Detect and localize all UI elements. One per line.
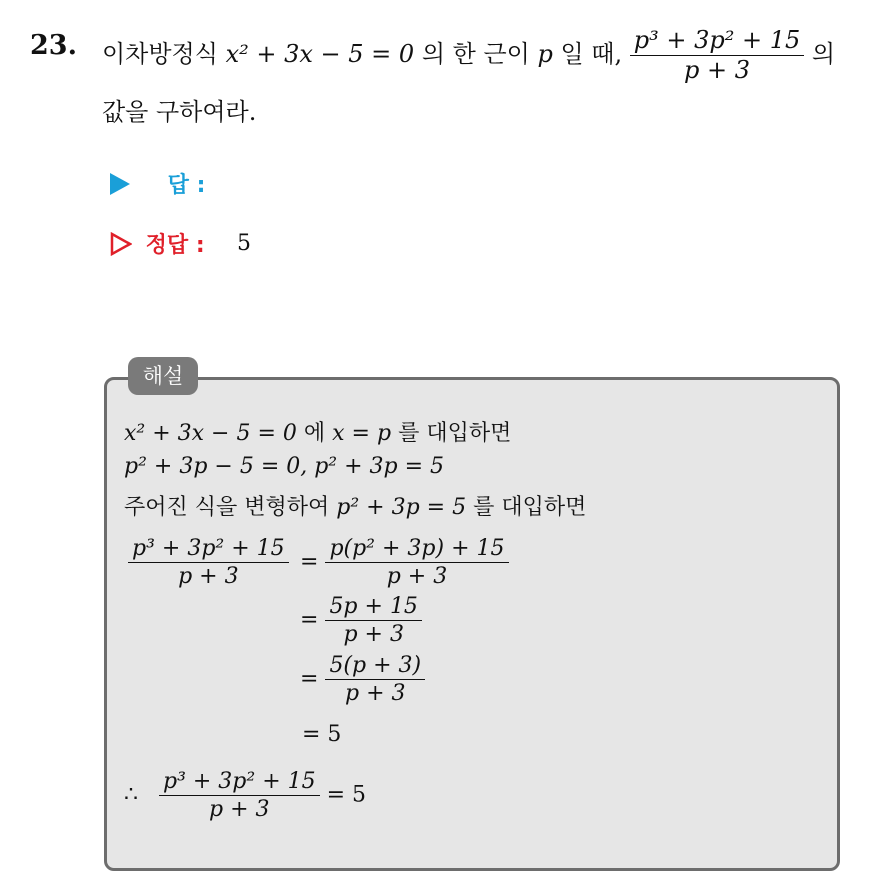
solution-line-1-end: 를 대입하면 — [398, 421, 512, 446]
question-fraction-denominator: p + 3 — [684, 56, 750, 85]
step-3-denominator: p + 3 — [345, 681, 406, 707]
conclusion-line — [124, 770, 366, 821]
play-outline-icon — [110, 232, 132, 256]
play-filled-icon — [110, 173, 130, 195]
step-1-numerator: p(p² + 3p) + 15 — [325, 537, 508, 563]
question-text-middle-1: 의 한 근이 — [421, 40, 530, 69]
lhs-numerator: p³ + 3p² + 15 — [128, 537, 289, 563]
solution-line-3-math: p² + 3p = 5 — [336, 495, 467, 520]
correct-answer-row — [110, 228, 205, 259]
derivation-step-3: = $\frac{5(p + 3)}{p + 3}$ — [300, 654, 425, 705]
derivation-step-1: = $\frac{\text{p(p² + 3p) + 15}}{p + 3}$ — [300, 537, 509, 588]
solution-line-1 — [124, 416, 511, 447]
question-text-prefix: 이차방정식 — [102, 40, 218, 69]
solution-line-3 — [124, 490, 586, 521]
solution-badge: 해설 — [128, 357, 198, 395]
correct-answer-label: 정답 : — [145, 233, 205, 258]
solution-line-1-sub: x = p — [332, 421, 392, 446]
question-number: 23. — [30, 30, 77, 61]
question-text-middle-2: 일 때, — [560, 40, 623, 69]
solution-line-1-math: x² + 3x − 5 = 0 — [124, 421, 297, 446]
correct-answer-value: 5 — [237, 231, 251, 256]
therefore-symbol: ∴ — [124, 782, 138, 808]
step-1-denominator: p + 3 — [386, 564, 448, 590]
conclusion-denominator: p + 3 — [209, 797, 270, 823]
question-text-suffix: 의 — [811, 40, 836, 69]
derivation-step-2: = $\frac{5p + 15}{p + 3}$ — [300, 595, 422, 646]
step-2-numerator: 5p + 15 — [325, 595, 422, 621]
step-2-denominator: p + 3 — [343, 622, 404, 648]
solution-line-3-end: 를 대입하면 — [473, 495, 587, 520]
solution-line-1-text: 에 — [303, 421, 326, 446]
derivation-lhs — [128, 537, 289, 588]
question-fraction-numerator: p³ + 3p² + 15 — [630, 28, 805, 56]
question-equation: x² + 3x − 5 = 0 — [225, 40, 415, 69]
solution-line-3-text: 주어진 식을 변형하여 — [124, 495, 330, 520]
solution-line-2 — [124, 454, 444, 479]
question-fraction — [630, 28, 805, 83]
lhs-denominator: p + 3 — [178, 564, 239, 590]
answer-row — [110, 168, 205, 199]
step-3-numerator: 5(p + 3) — [325, 654, 425, 680]
question-line-2: 값을 구하여라. — [102, 98, 257, 126]
conclusion-numerator: p³ + 3p² + 15 — [159, 770, 320, 796]
answer-label: 답 : — [167, 173, 206, 198]
conclusion-value: = 5 — [326, 782, 367, 808]
solution-line-2-math: p² + 3p − 5 = 0, p² + 3p = 5 — [124, 454, 445, 479]
question-line-1 — [102, 28, 835, 83]
derivation-step-4: = 5 — [302, 722, 342, 747]
question-variable: p — [537, 40, 553, 69]
